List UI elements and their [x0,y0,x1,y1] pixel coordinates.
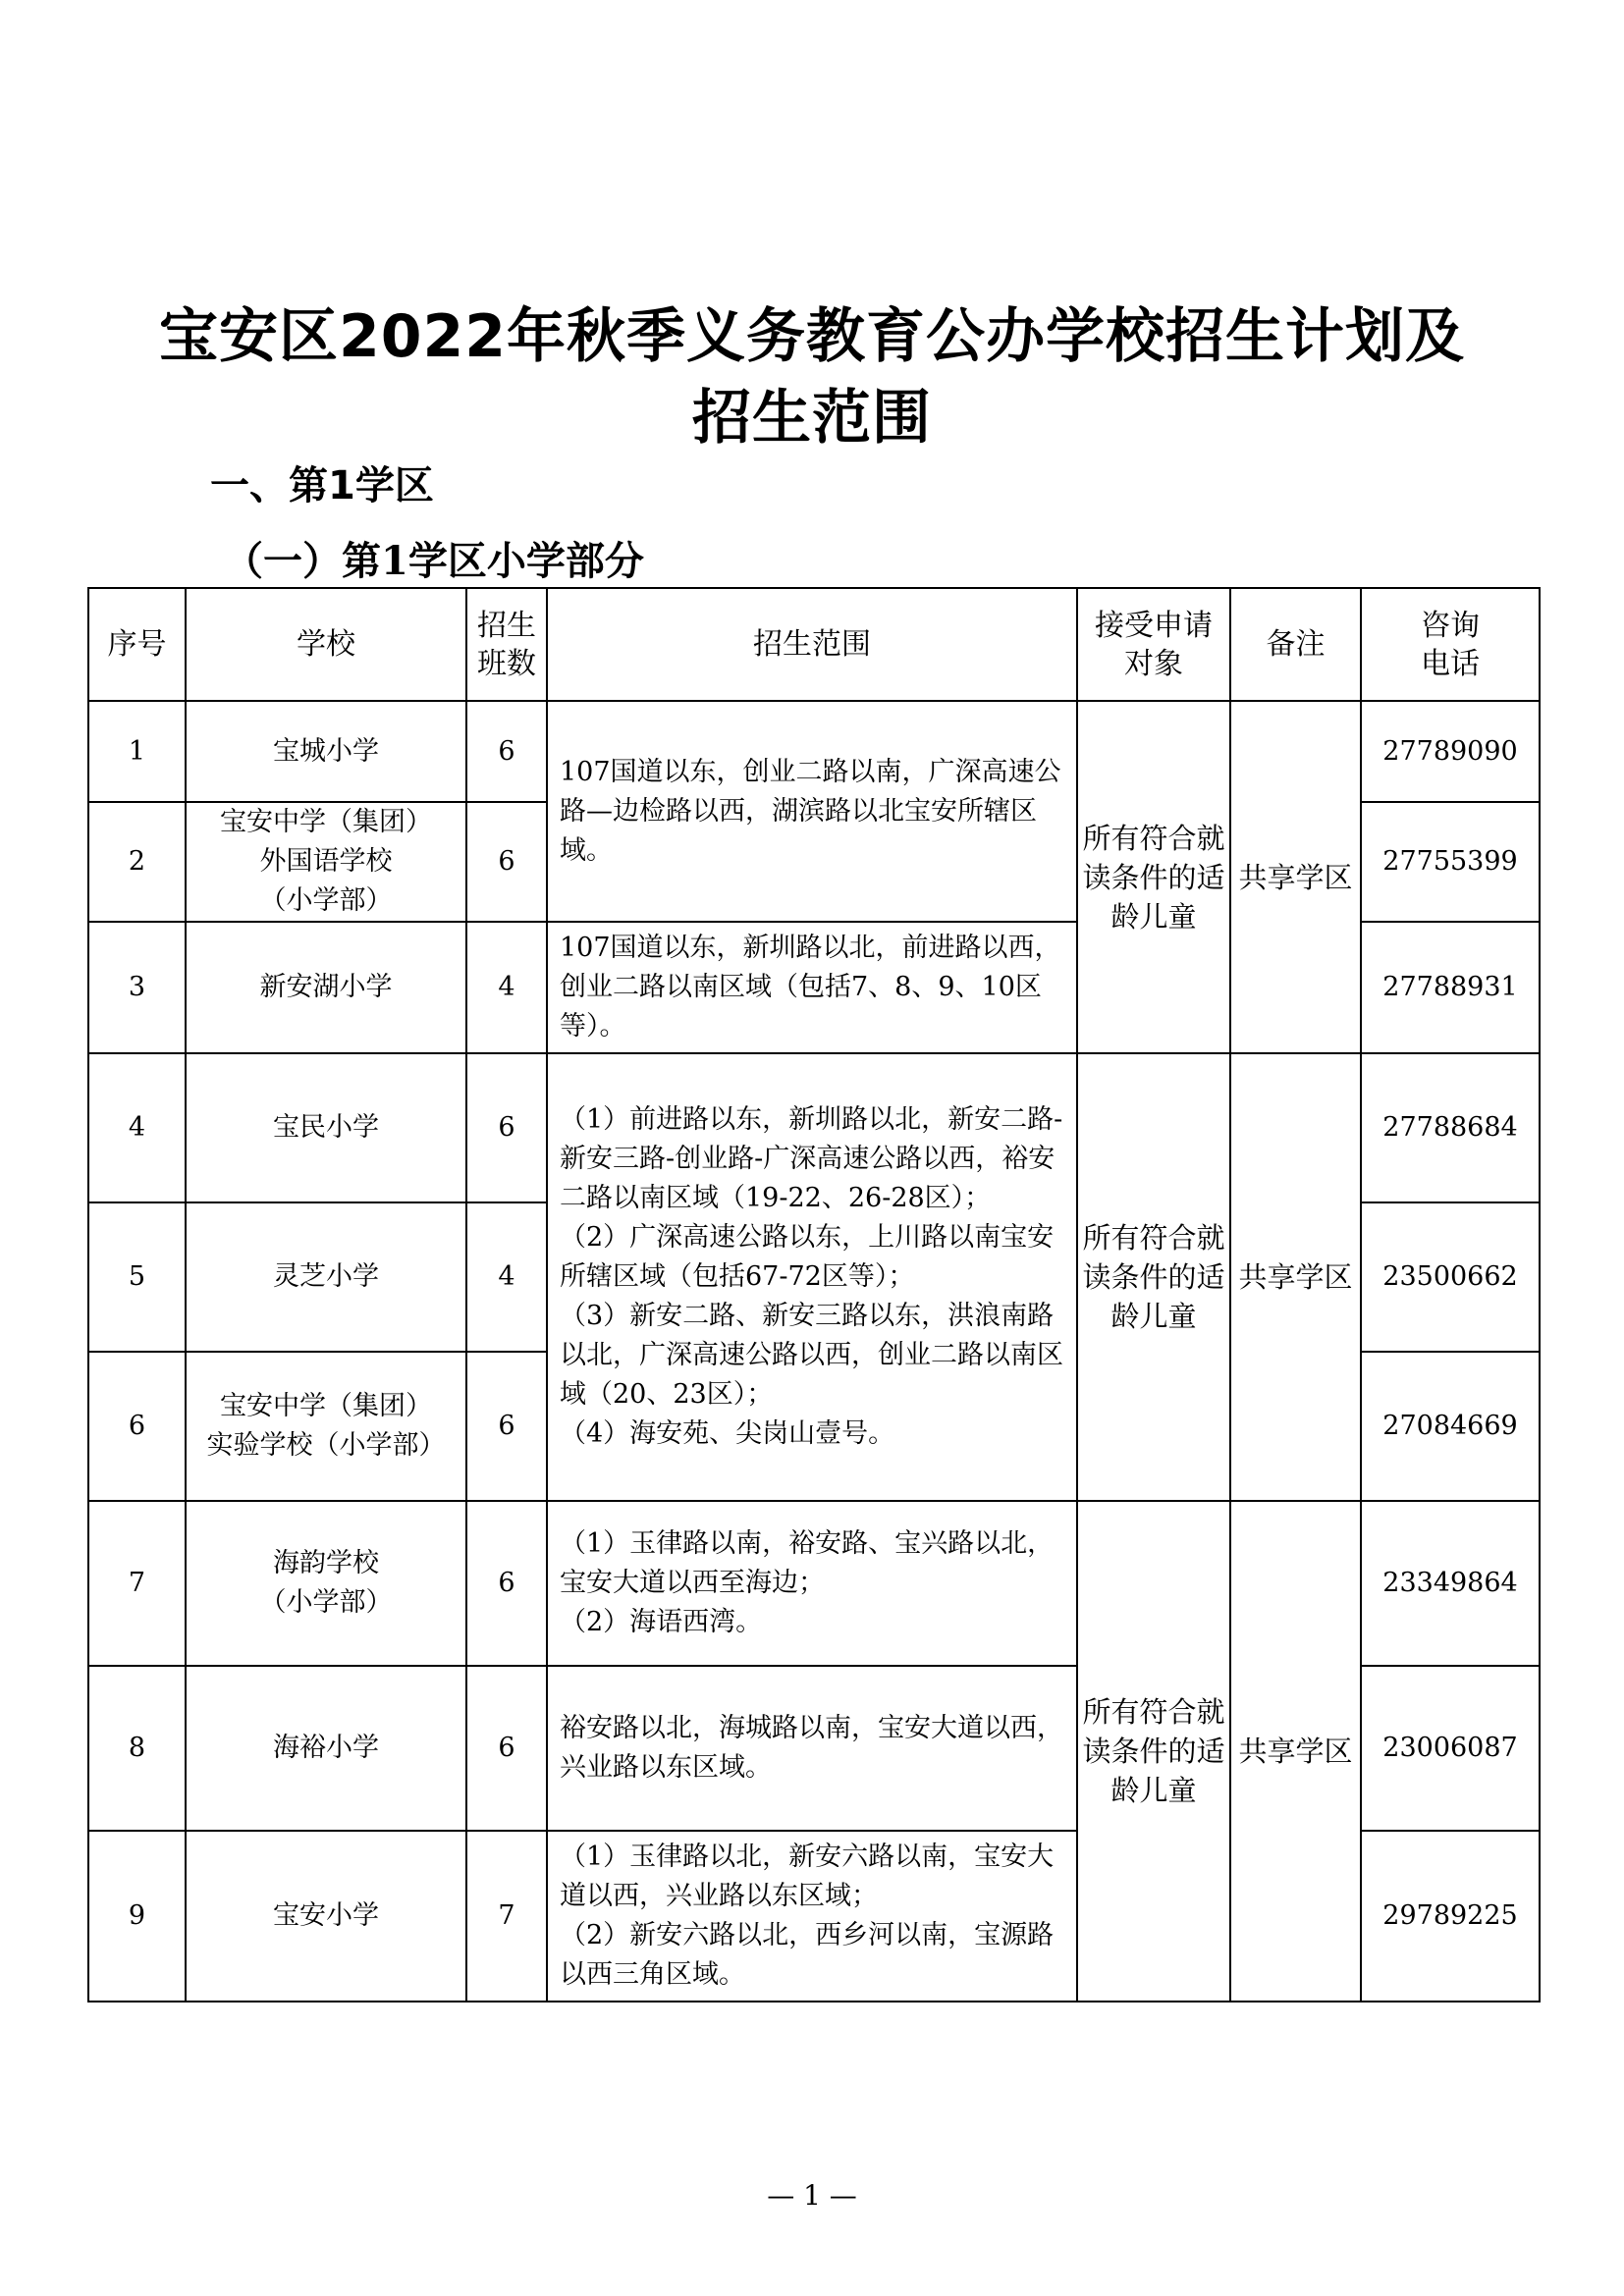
row-no: 8 [88,1666,186,1831]
row-phone: 29789225 [1361,1831,1540,2002]
row-classes: 7 [466,1831,547,2002]
row-classes: 6 [466,701,547,802]
row-no: 3 [88,922,186,1053]
row-school: 新安湖小学 [186,922,466,1053]
row-school: 海韵学校 （小学部） [186,1501,466,1666]
header-school: 学校 [186,588,466,701]
document-title-line2: 招生范围 [692,384,932,453]
note-cell: 共享学区 [1230,1501,1361,2002]
applicants-cell: 所有符合就读条件的适龄儿童 [1077,1501,1230,2002]
row-phone: 27755399 [1361,802,1540,922]
table-row [88,1053,1540,1202]
enrollment-table [87,587,1541,2002]
row-phone: 27789090 [1361,701,1540,802]
row-phone: 27788684 [1361,1053,1540,1202]
row-school: 灵芝小学 [186,1202,466,1352]
row-classes: 6 [466,1501,547,1666]
row-classes: 4 [466,922,547,1053]
row-no: 4 [88,1053,186,1202]
row-no: 2 [88,802,186,922]
row-school: 海裕小学 [186,1666,466,1831]
section-heading: 一、第1学区 [210,463,434,508]
row-classes: 6 [466,1666,547,1831]
row-school: 宝安中学（集团） 外国语学校 （小学部） [186,802,466,922]
enrollment-range: （1）前进路以东，新圳路以北，新安二路-新安三路-创业路-广深高速公路以西，裕安二路以南区域（19-22、26-28区）； （2）广深高速公路以东，上川路以南宝安所辖区域（包括67-72区等）； （3）新安二路、新安三路以东，洪浪南路以北，广深高速公路以西，创业二路以南区域（20、23区）； （4）海安苑、尖岗山壹号。 [547,1053,1077,1501]
table-header-row [88,588,1540,701]
row-no: 9 [88,1831,186,2002]
note-cell: 共享学区 [1230,701,1361,1053]
page-number: — 1 — [767,2179,857,2212]
row-no: 6 [88,1352,186,1501]
applicants-cell: 所有符合就读条件的适龄儿童 [1077,1053,1230,1501]
row-no: 7 [88,1501,186,1666]
applicants-cell: 所有符合就读条件的适龄儿童 [1077,701,1230,1053]
header-no: 序号 [88,588,186,701]
header-range: 招生范围 [547,588,1077,701]
enrollment-range: 107国道以东，创业二路以南，广深高速公路—边检路以西，湖滨路以北宝安所辖区域。 [547,701,1077,922]
row-school: 宝安中学（集团） 实验学校（小学部） [186,1352,466,1501]
header-classes: 招生 班数 [466,588,547,701]
row-school: 宝安小学 [186,1831,466,2002]
row-phone: 23500662 [1361,1202,1540,1352]
table-row [88,701,1540,802]
header-applicants: 接受申请 对象 [1077,588,1230,701]
enrollment-range: （1）玉律路以南，裕安路、宝兴路以北，宝安大道以西至海边； （2）海语西湾。 [547,1501,1077,1666]
document-title-line1: 宝安区2022年秋季义务教育公办学校招生计划及 [159,302,1465,371]
row-no: 5 [88,1202,186,1352]
row-phone: 23349864 [1361,1501,1540,1666]
row-classes: 6 [466,1352,547,1501]
row-phone: 27788931 [1361,922,1540,1053]
row-no: 1 [88,701,186,802]
row-phone: 27084669 [1361,1352,1540,1501]
row-school: 宝民小学 [186,1053,466,1202]
enrollment-range: （1）玉律路以北，新安六路以南，宝安大道以西，兴业路以东区域； （2）新安六路以北，西乡河以南，宝源路以西三角区域。 [547,1831,1077,2002]
header-phone: 咨询 电话 [1361,588,1540,701]
table-row [88,1501,1540,1666]
enrollment-range: 裕安路以北，海城路以南，宝安大道以西，兴业路以东区域。 [547,1666,1077,1831]
row-classes: 4 [466,1202,547,1352]
enrollment-range: 107国道以东，新圳路以北，前进路以西，创业二路以南区域（包括7、8、9、10区等）。 [547,922,1077,1053]
row-phone: 23006087 [1361,1666,1540,1831]
subsection-heading: （一）第1学区小学部分 [224,538,644,584]
row-classes: 6 [466,802,547,922]
row-classes: 6 [466,1053,547,1202]
note-cell: 共享学区 [1230,1053,1361,1501]
header-note: 备注 [1230,588,1361,701]
row-school: 宝城小学 [186,701,466,802]
